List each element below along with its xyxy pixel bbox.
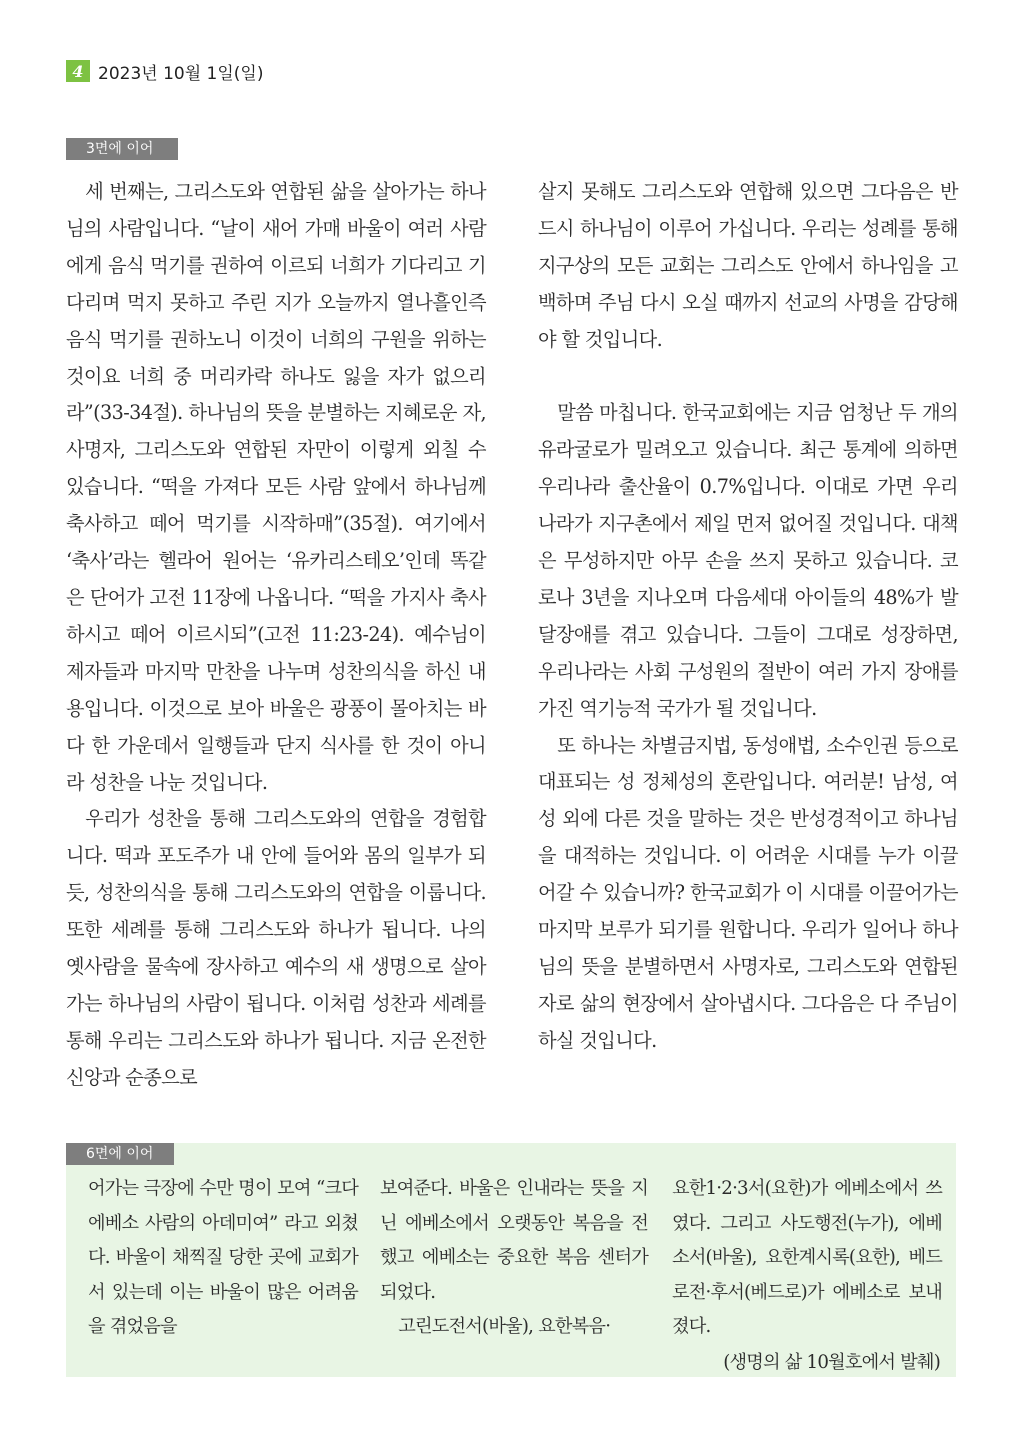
right-article-column (538, 174, 958, 1060)
paragraph: 세 번째는, 그리스도와 연합된 삶을 살아가는 하나님의 사람입니다. “날이 새어 가매 바울이 여러 사람에게 음식 먹기를 권하여 이르되 너희가 기다리고 기다리며 먹지 못하고 주린 지가 오늘까지 열나흘인즉 음식 먹기를 권하노니 이것이 너희의 구원을 위하는 것이요 너희 중 머리카락 하나도 잃을 자가 없으리라”(33-34절). 하나님의 뜻을 분별하는 지혜로운 자, 사명자, 그리스도와 연합된 자만이 이렇게 외칠 수 있습니다. “떡을 가져다 모든 사람 앞에서 하나님께 축사하고 떼어 먹기를 시작하매”(35절). 여기에서 ‘축사’라는 헬라어 원어는 ‘유카리스테오’인데 똑같은 단어가 고전 11장에 나옵니다. “떡을 가지사 축사하시고 떼어 이르시되”(고전 11:23-24). 예수님이 제자들과 마지막 만찬을 나누며 성찬의식을 하신 내용입니다. 이것으로 보아 바울은 광풍이 몰아치는 바다 한 가운데서 일행들과 단지 식사를 한 것이 아니라 성찬을 나눈 것입니다. (66, 180, 486, 794)
page-date: 2023년 10월 1일(일) (98, 63, 264, 84)
paragraph-continuation: 살지 못해도 그리스도와 연합해 있으면 그다음은 반드시 하나님이 이루어 가십니다. 우리는 성례를 통해 지구상의 모든 교회는 그리스도 안에서 하나임을 고백하며 주님 다시 오실 때까지 선교의 사명을 감당해야 할 것입니다. (538, 180, 958, 351)
left-article-column (66, 174, 486, 1097)
page-header (66, 60, 263, 82)
box-paragraph: 요한1·2·3서(요한)가 에베소에서 쓰였다. 그리고 사도행전(누가), 에베소서(바울), 요한계시록(요한), 베드로전·후서(베드로)가 에베소로 보내졌다. (672, 1178, 942, 1337)
box-paragraph: 어가는 극장에 수만 명이 모여 “크다 에베소 사람의 아데미여” 라고 외쳤다. 바울이 채찍질 당한 곳에 교회가 서 있는데 이는 바울이 많은 어려움을 겪었음을 (88, 1178, 358, 1337)
paragraph: 말씀 마칩니다. 한국교회에는 지금 엄청난 두 개의 유라굴로가 밀려오고 있습니다. 최근 통계에 의하면 우리나라 출산율이 0.7%입니다. 이대로 가면 우리나라가 지구촌에서 제일 먼저 없어질 것입니다. 대책은 무성하지만 아무 손을 쓰지 못하고 있습니다. 코로나 3년을 지나오며 다음세대 아이들의 48%가 발달장애를 겪고 있습니다. 그들이 그대로 성장하면, 우리나라는 사회 구성원의 절반이 여러 가지 장애를 가진 역기능적 국가가 될 것입니다. (538, 401, 958, 720)
box-column-3 (672, 1172, 942, 1380)
box-column-2 (380, 1172, 648, 1345)
continued-from-label-bottom: 6면에 이어 (66, 1143, 174, 1165)
page-number: 4 (66, 60, 90, 82)
box-paragraph: 보여준다. 바울은 인내라는 뜻을 지닌 에베소에서 오랫동안 복음을 전했고 에베소는 중요한 복음 센터가 되었다. (380, 1178, 648, 1303)
paragraph-gap (538, 359, 958, 396)
paragraph: 우리가 성찬을 통해 그리스도와의 연합을 경험합니다. 떡과 포도주가 내 안에 들어와 몸의 일부가 되듯, 성찬의식을 통해 그리스도와의 연합을 이룹니다. 또한 세례를 통해 그리스도와 하나가 됩니다. 나의 옛사람을 물속에 장사하고 예수의 새 생명으로 살아가는 하나님의 사람이 됩니다. 이처럼 성찬과 세례를 통해 우리는 그리스도와 하나가 됩니다. 지금 온전한 신앙과 순종으로 (66, 807, 486, 1089)
paragraph: 또 하나는 차별금지법, 동성애법, 소수인권 등으로 대표되는 성 정체성의 혼란입니다. 여러분! 남성, 여성 외에 다른 것을 말하는 것은 반성경적이고 하나님을 대적하는 것입니다. 이 어려운 시대를 누가 이끌어갈 수 있습니까? 한국교회가 이 시대를 이끌어가는 마지막 보루가 되기를 원합니다. 우리가 일어나 하나님의 뜻을 분별하면서 사명자로, 그리스도와 연합된 자로 삶의 현장에서 살아냅시다. 그다음은 다 주님이 하실 것입니다. (538, 733, 958, 1052)
box-column-1 (88, 1172, 358, 1345)
source-citation: (생명의 삶 10월호에서 발췌) (723, 1351, 940, 1373)
box-paragraph: 고린도전서(바울), 요한복음· (398, 1316, 611, 1337)
continued-from-label: 3면에 이어 (66, 138, 178, 160)
